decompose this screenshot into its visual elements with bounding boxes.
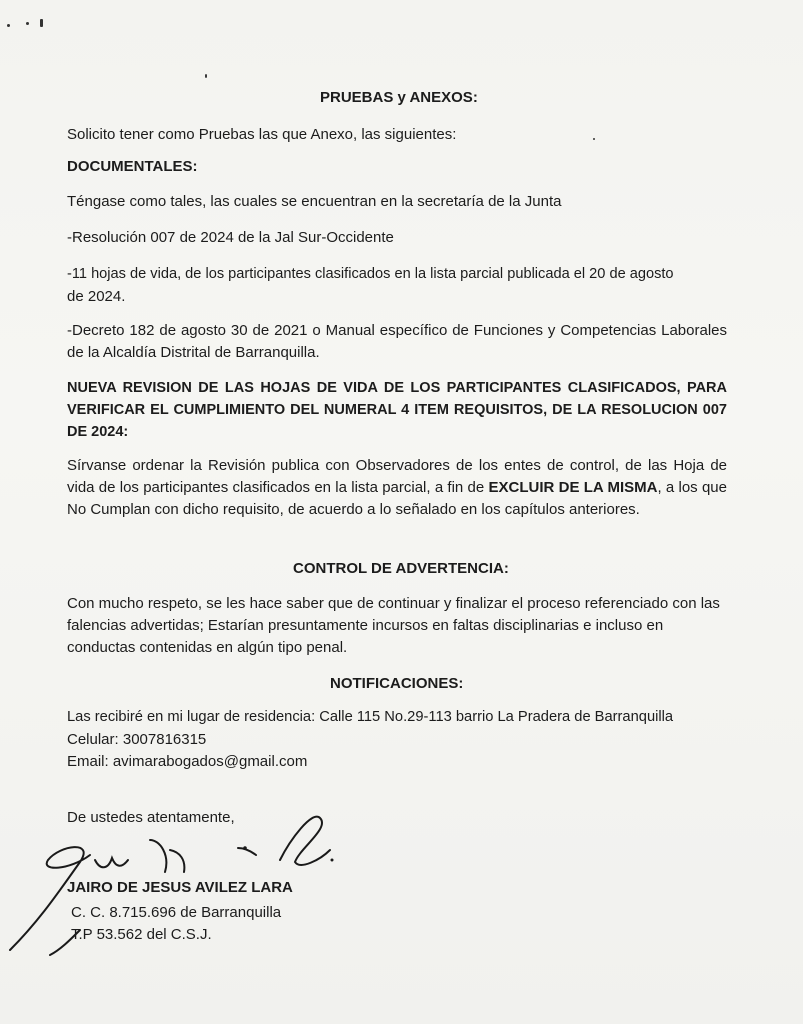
closing-salutation: De ustedes atentamente, <box>67 809 235 826</box>
item-hojas-line1: -11 hojas de vida, de los participantes clasificados en la lista parcial publicada el 20 de agosto <box>67 266 674 282</box>
signer-tp: T.P 53.562 del C.S.J. <box>71 926 212 943</box>
notif-address: Las recibiré en mi lugar de residencia: Calle 115 No.29-113 barrio La Pradera de Barranquilla <box>67 709 674 725</box>
notificaciones-heading: NOTIFICACIONES: <box>330 675 464 692</box>
documentales-heading: DOCUMENTALES: <box>67 158 198 175</box>
revision-text-after: , a los que No Cumplan con dicho requisito, de acuerdo a lo señalado en los capítulos anteriores. <box>67 479 727 518</box>
notif-phone: Celular: 3007816315 <box>67 731 207 748</box>
signer-cc: C. C. 8.715.696 de Barranquilla <box>71 904 282 921</box>
item-hojas-line2: de 2024. <box>67 288 126 305</box>
scan-speck <box>7 24 10 27</box>
revision-text-before: Sírvanse ordenar la Revisión publica con Observadores de los entes de control, de las Hoja de vida de los participantes clasificados en la lista parcial, a fin de <box>67 457 727 496</box>
control-paragraph: Con mucho respeto, se les hace saber que de continuar y finalizar el proceso referenciado con las falencias advertidas; Estarían presuntamente incursos en faltas disciplinarias e incluso en conductas contenidas en algún tipo penal. <box>67 595 720 656</box>
item-decreto: -Decreto 182 de agosto 30 de 2021 o Manual específico de Funciones y Competencias Laborales de la Alcaldía Distrital de Barranquilla. <box>67 322 727 361</box>
revision-paragraph <box>67 455 727 521</box>
signer-name: JAIRO DE JESUS AVILEZ LARA <box>67 879 293 896</box>
item-resolucion: -Resolución 007 de 2024 de la Jal Sur-Occidente <box>67 229 394 246</box>
scan-speck <box>26 22 29 25</box>
revision-heading: NUEVA REVISION DE LAS HOJAS DE VIDA DE LOS PARTICIPANTES CLASIFICADOS, PARA VERIFICAR EL CUMPLIMIENTO DEL NUMERAL 4 ITEM REQUISITOS, DE LA RESOLUCION 007 DE 2024: <box>67 380 727 440</box>
revision-text-bold: EXCLUIR DE LA MISMA <box>488 479 658 496</box>
notif-email: Email: avimarabogados@gmail.com <box>67 753 308 770</box>
scan-speck <box>205 74 207 78</box>
scan-speck <box>40 19 43 27</box>
pruebas-heading: PRUEBAS y ANEXOS: <box>320 89 478 106</box>
pruebas-intro: Solicito tener como Pruebas las que Anexo, las siguientes: <box>67 126 457 143</box>
scan-speck <box>593 138 595 140</box>
documentales-intro: Téngase como tales, las cuales se encuentran en la secretaría de la Junta <box>67 193 562 210</box>
control-heading: CONTROL DE ADVERTENCIA: <box>293 560 509 577</box>
